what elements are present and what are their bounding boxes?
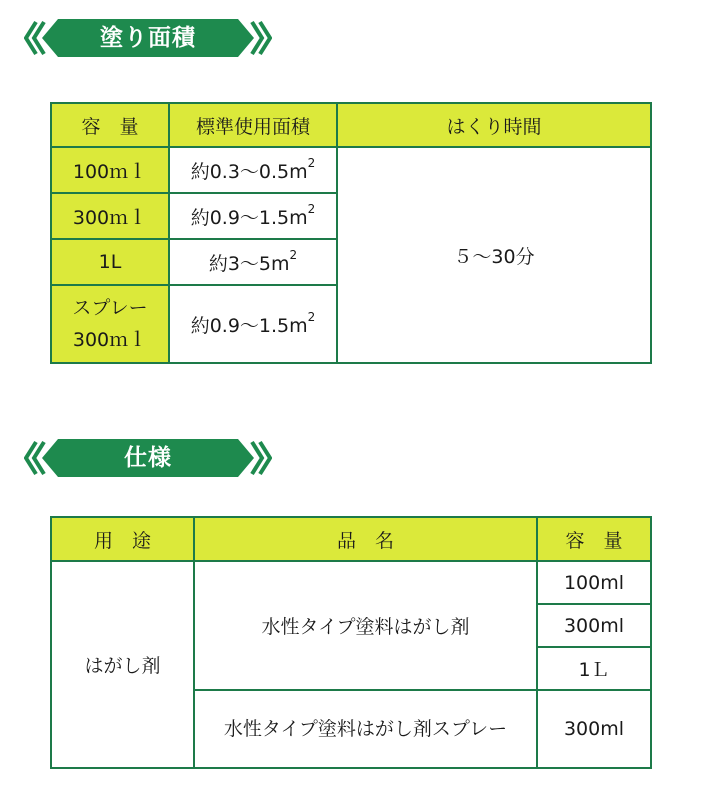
area-cell: 約3〜$5m^2$ — [169, 239, 337, 285]
use-cell: はがし剤 — [51, 561, 194, 768]
capacity-line: 300ｍｌ — [72, 329, 148, 351]
capacity-cell: 300ｍｌ — [51, 193, 169, 239]
peel-time-cell: ５〜30分 — [337, 147, 651, 363]
area-cell: 約0.3〜$0.5m^2$ — [169, 147, 337, 193]
section-banner-specs — [24, 438, 272, 478]
product-cell: 水性タイプ塗料はがし剤 — [194, 561, 537, 690]
section-title: 仕様 — [124, 445, 172, 471]
capacity-cell: 100ml — [537, 561, 651, 604]
table-row — [51, 147, 651, 193]
header-capacity: 容 量 — [51, 103, 169, 147]
coverage-table — [50, 102, 652, 364]
header-capacity: 容 量 — [537, 517, 651, 561]
product-cell: 水性タイプ塗料はがし剤スプレー — [194, 690, 537, 768]
area-cell: 約0.9〜$1.5m^2$ — [169, 285, 337, 363]
capacity-cell: 300ml — [537, 690, 651, 768]
table-header-row — [51, 517, 651, 561]
header-peel-time: はくり時間 — [337, 103, 651, 147]
section-banner-coverage — [24, 18, 272, 58]
area-cell: 約0.9〜$1.5m^2$ — [169, 193, 337, 239]
table-row — [51, 561, 651, 604]
capacity-cell: 100ｍｌ — [51, 147, 169, 193]
specs-table — [50, 516, 652, 769]
capacity-cell: 1L — [51, 239, 169, 285]
capacity-cell: 300ml — [537, 604, 651, 647]
capacity-line: スプレー — [72, 297, 148, 319]
table-header-row — [51, 103, 651, 147]
capacity-cell: 1Ｌ — [537, 647, 651, 690]
section-title: 塗り面積 — [100, 25, 196, 51]
capacity-cell — [51, 285, 169, 363]
header-use: 用 途 — [51, 517, 194, 561]
header-product: 品 名 — [194, 517, 537, 561]
header-area: 標準使用面積 — [169, 103, 337, 147]
